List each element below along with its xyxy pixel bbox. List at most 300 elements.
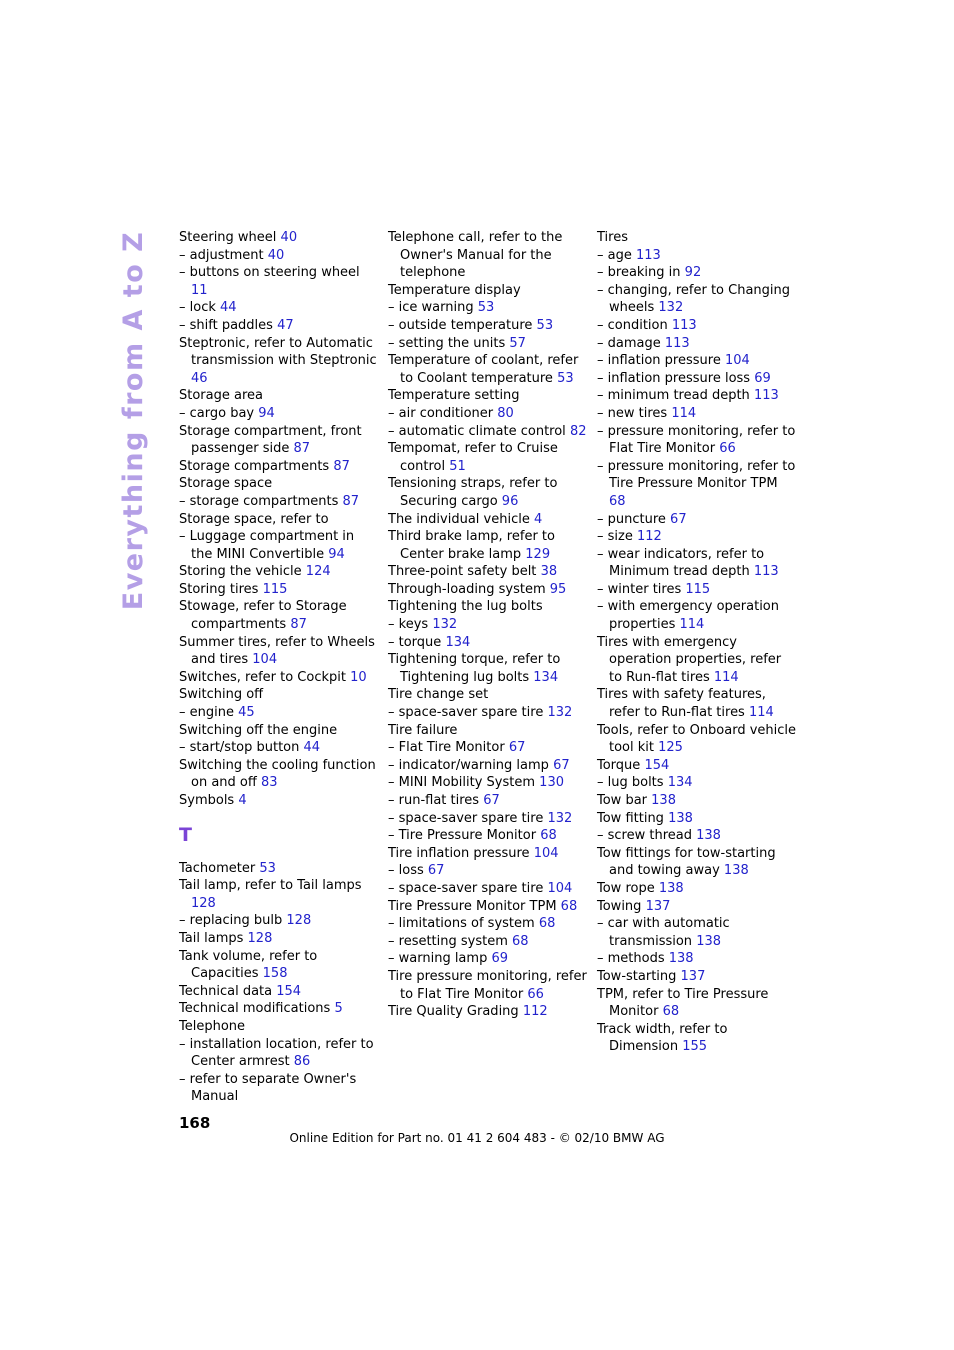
page-link[interactable]: 68: [609, 493, 626, 509]
index-term: – limitations of system: [388, 916, 535, 932]
index-term: Track width, refer to Dimension: [597, 1021, 728, 1055]
index-entry: [179, 405, 379, 423]
index-entry: [179, 387, 379, 405]
index-entry: [597, 810, 797, 828]
index-entry: [179, 581, 379, 599]
page-link[interactable]: 44: [303, 740, 321, 756]
index-term: Tires: [597, 230, 628, 245]
index-term: – warning lamp: [388, 951, 488, 967]
page-link[interactable]: 67: [670, 511, 687, 527]
page-link[interactable]: 46: [191, 370, 208, 386]
index-term: – Luggage compartment in the MINI Convertible: [179, 529, 355, 562]
index-entry: [179, 1036, 379, 1071]
page-link[interactable]: 67: [553, 757, 570, 773]
index-entry: [388, 704, 588, 722]
index-term: – lug bolts: [597, 775, 664, 791]
page-link[interactable]: 51: [449, 458, 466, 474]
page-link[interactable]: 87: [342, 493, 360, 509]
index-entry: [388, 528, 588, 563]
page-link[interactable]: 138: [668, 951, 694, 967]
index-entry: [179, 1018, 379, 1036]
index-entry: [179, 493, 379, 511]
index-entry: [388, 317, 588, 335]
page-link[interactable]: 87: [290, 617, 307, 633]
index-entry: [388, 282, 588, 300]
page-link[interactable]: 132: [658, 300, 684, 316]
index-term: Tire change set: [388, 687, 489, 703]
page-link[interactable]: 53: [259, 860, 276, 876]
index-term: Tire pressure monitoring, refer to Flat Tire Monitor: [388, 968, 587, 1002]
page-link[interactable]: 114: [679, 617, 705, 633]
page-link[interactable]: 112: [522, 1004, 548, 1020]
index-term: – wear indicators, refer to Minimum tread depth: [597, 546, 765, 580]
index-entry: [179, 860, 379, 878]
index-term: – torque: [388, 634, 442, 650]
index-entry: [388, 862, 588, 880]
index-term: – engine: [179, 705, 234, 721]
index-entry: [597, 986, 797, 1021]
index-entry: [597, 950, 797, 968]
page-link[interactable]: 114: [748, 705, 774, 721]
index-term: Through-loading system: [388, 581, 546, 597]
index-term: – inflation pressure loss: [597, 370, 751, 386]
index-entry: [597, 598, 797, 633]
index-entry: [179, 948, 379, 983]
index-term: Technical data: [179, 983, 273, 999]
page-link[interactable]: 124: [305, 564, 331, 580]
index-entry: [597, 423, 797, 458]
index-term: – loss: [388, 863, 424, 879]
page-link[interactable]: 68: [540, 828, 557, 844]
index-entry: [388, 845, 588, 863]
index-entry: [179, 458, 379, 476]
index-term: – adjustment: [179, 247, 264, 263]
index-entry: [597, 915, 797, 950]
page-link[interactable]: 80: [497, 405, 514, 421]
index-term: Tensioning straps, refer to Securing cargo: [388, 476, 558, 509]
index-entry: [179, 757, 379, 792]
index-entry: [388, 563, 588, 581]
page-link[interactable]: 138: [723, 863, 749, 879]
index-term: – changing, refer to Changing wheels: [597, 282, 791, 316]
index-term: – resetting system: [388, 933, 508, 949]
index-entry: [388, 757, 588, 775]
index-entry: [388, 634, 588, 652]
index-term: Storage area: [179, 388, 263, 404]
page-link[interactable]: 68: [560, 898, 578, 914]
index-entry: [597, 528, 797, 546]
index-term: Tools, refer to Onboard vehicle tool kit: [597, 722, 797, 756]
index-entry: [388, 1003, 588, 1021]
page-link[interactable]: 128: [247, 930, 273, 946]
page-link[interactable]: 68: [512, 933, 529, 949]
index-term: – lock: [179, 300, 216, 316]
page-link[interactable]: 113: [636, 247, 661, 263]
index-entry: [597, 581, 797, 599]
index-column-1: [179, 229, 379, 1106]
index-entry: [179, 877, 379, 912]
index-entry: [597, 335, 797, 353]
index-term: Storage space, refer to: [179, 511, 329, 527]
index-term: Torque: [597, 757, 641, 773]
index-term: Tires with safety features, refer to Run-flat tires: [597, 687, 766, 721]
index-entry: [179, 317, 379, 335]
index-entry: [597, 458, 797, 511]
page-link[interactable]: 38: [540, 564, 558, 580]
page-link[interactable]: 113: [753, 564, 779, 580]
index-term: Tightening the lug bolts: [388, 599, 543, 615]
index-term: Tire Quality Grading: [388, 1004, 519, 1020]
page-link[interactable]: 134: [533, 669, 559, 685]
index-term: Switching off: [179, 687, 264, 703]
index-term: – shift paddles: [179, 317, 273, 333]
index-term: Summer tires, refer to Wheels and tires: [179, 634, 375, 668]
page-link[interactable]: 4: [238, 793, 247, 808]
index-entry: [179, 528, 379, 563]
page-link[interactable]: 104: [252, 652, 278, 668]
page-link[interactable]: 69: [491, 951, 509, 967]
sidebar-section-title: [108, 232, 160, 608]
index-entry: [179, 912, 379, 930]
page-link[interactable]: 92: [684, 265, 702, 281]
index-entry: [388, 792, 588, 810]
page-link[interactable]: 154: [644, 757, 670, 773]
index-term: – start/stop button: [179, 740, 300, 756]
index-entry: [179, 1071, 379, 1106]
sidebar-title-text: Everything from A to Z: [118, 230, 150, 610]
index-term: – setting the units: [388, 335, 506, 351]
index-term: – age: [597, 247, 632, 263]
page-link[interactable]: 67: [508, 740, 526, 756]
index-term: Tow fittings for tow-starting and towing away: [597, 845, 776, 879]
index-term: – pressure monitoring, refer to Flat Tire Monitor: [597, 423, 796, 457]
index-term: Storage compartment, front passenger side: [179, 423, 362, 457]
index-term: Tank volume, refer to Capacities: [179, 948, 318, 982]
index-entry: [179, 704, 379, 722]
index-entry: [388, 299, 588, 317]
index-term: – screw thread: [597, 828, 692, 844]
index-term: Tire inflation pressure: [388, 845, 530, 861]
index-term: Telephone call, refer to the Owner's Manual for the telephone: [388, 230, 563, 281]
index-term: – size: [597, 529, 633, 545]
index-entry: [597, 686, 797, 721]
page-link[interactable]: 115: [262, 581, 288, 597]
index-entry: [388, 387, 588, 405]
page-link[interactable]: 132: [432, 617, 458, 633]
index-term: – space-saver spare tire: [388, 705, 544, 721]
page-link[interactable]: 138: [696, 828, 721, 844]
index-term: – outside temperature: [388, 317, 533, 333]
page-link[interactable]: 155: [682, 1039, 708, 1055]
index-term: Symbols: [179, 793, 235, 808]
index-term: – new tires: [597, 405, 668, 421]
index-term: Tightening torque, refer to Tightening lug bolts: [388, 652, 561, 685]
index-term: – ice warning: [388, 300, 474, 316]
index-letter-heading: T: [179, 823, 192, 846]
page-link[interactable]: 40: [267, 247, 285, 263]
index-entry: [597, 880, 797, 898]
index-term: Tail lamps: [179, 930, 244, 946]
index-term: – indicator/warning lamp: [388, 757, 549, 773]
index-term: – damage: [597, 335, 661, 351]
index-entry: [388, 440, 588, 475]
index-entry: [597, 774, 797, 792]
index-entry: [597, 546, 797, 581]
index-entry: [388, 915, 588, 933]
index-term: – winter tires: [597, 581, 682, 597]
index-entry: [179, 475, 379, 493]
index-entry: [388, 616, 588, 634]
index-term: Tow-starting: [597, 968, 677, 984]
index-entry: [388, 423, 588, 441]
page-link[interactable]: 138: [651, 793, 676, 808]
index-entry: [597, 352, 797, 370]
index-term: – installation location, refer to Center armrest: [179, 1036, 374, 1070]
page-link[interactable]: 114: [671, 405, 697, 421]
index-entry: [179, 930, 379, 948]
index-entry: [388, 739, 588, 757]
index-entry: [179, 247, 379, 265]
index-term: – buttons on steering wheel: [179, 265, 360, 281]
index-term: Tow rope: [597, 880, 655, 896]
page-link[interactable]: 128: [286, 913, 312, 929]
index-term: Towing: [597, 898, 642, 914]
index-entry: [388, 880, 588, 898]
page-link[interactable]: 137: [680, 968, 706, 984]
index-entry: [388, 810, 588, 828]
index-term: – inflation pressure: [597, 353, 721, 369]
page-link[interactable]: 138: [696, 933, 722, 949]
page-link[interactable]: 5: [334, 1001, 343, 1017]
index-entry: [179, 229, 379, 247]
page-link[interactable]: 83: [260, 775, 278, 791]
index-term: Tachometer: [179, 860, 256, 876]
index-entry: [597, 827, 797, 845]
page-link[interactable]: 40: [280, 230, 298, 245]
index-term: – keys: [388, 617, 429, 633]
index-entry: [388, 335, 588, 353]
index-term: – run-flat tires: [388, 793, 480, 808]
page-link[interactable]: 66: [719, 441, 736, 457]
index-entry: [597, 282, 797, 317]
index-entry: [388, 405, 588, 423]
index-entry: [179, 686, 379, 704]
index-entry: [179, 792, 379, 810]
page-link[interactable]: 44: [220, 300, 237, 316]
index-entry: [388, 598, 588, 616]
page-link[interactable]: 66: [527, 986, 544, 1002]
index-term: – air conditioner: [388, 405, 494, 421]
index-term: – with emergency operation properties: [597, 599, 779, 633]
index-entry: [179, 983, 379, 1001]
page-link[interactable]: 129: [525, 546, 551, 562]
index-term: – methods: [597, 951, 665, 967]
index-entry: [388, 898, 588, 916]
index-entry: [388, 511, 588, 529]
page-link[interactable]: 96: [501, 493, 519, 509]
page-link[interactable]: 94: [328, 546, 345, 562]
index-entry: [388, 581, 588, 599]
page-link[interactable]: 113: [671, 317, 697, 333]
index-term: Tire Pressure Monitor TPM: [388, 898, 557, 914]
index-term: The individual vehicle: [388, 511, 530, 527]
index-term: – MINI Mobility System: [388, 775, 536, 791]
page-link[interactable]: 134: [667, 775, 693, 791]
page-link[interactable]: 57: [509, 335, 526, 351]
index-entry: [388, 933, 588, 951]
index-entry: [597, 722, 797, 757]
index-entry: [597, 317, 797, 335]
page-link[interactable]: 53: [536, 317, 554, 333]
page-link[interactable]: 10: [350, 669, 367, 685]
index-term: Tow bar: [597, 793, 648, 808]
index-entry: [597, 968, 797, 986]
index-term: Switching the cooling function on and off: [179, 757, 376, 791]
page-link[interactable]: 114: [713, 669, 739, 685]
index-term: Storing tires: [179, 581, 259, 597]
index-term: Technical modifications: [179, 1001, 331, 1017]
page-link[interactable]: 67: [427, 863, 445, 879]
index-column-2: [388, 229, 588, 1021]
index-entry: [388, 774, 588, 792]
index-entry: [597, 634, 797, 687]
page-link[interactable]: 158: [262, 966, 288, 982]
index-term: Steering wheel: [179, 230, 277, 245]
index-term: Three-point safety belt: [388, 564, 537, 580]
index-entry: [388, 827, 588, 845]
page-link[interactable]: 68: [538, 916, 556, 932]
page-link[interactable]: 130: [539, 775, 564, 791]
index-term: Tempomat, refer to Cruise control: [388, 441, 558, 474]
index-entry: [597, 370, 797, 388]
page-link[interactable]: 68: [662, 1004, 680, 1020]
index-term: Telephone: [179, 1018, 246, 1034]
page-link[interactable]: 154: [276, 983, 302, 999]
index-term: Tire failure: [388, 722, 458, 738]
index-term: Temperature of coolant, refer to Coolant temperature: [388, 353, 579, 386]
index-column-3: [597, 229, 797, 1056]
page-link[interactable]: 138: [658, 880, 684, 896]
index-entry: [179, 563, 379, 581]
index-term: Stowage, refer to Storage compartments: [179, 599, 347, 633]
page-link[interactable]: 53: [557, 370, 574, 386]
index-term: Temperature setting: [388, 388, 520, 404]
page-link[interactable]: 134: [445, 634, 471, 650]
index-term: Storing the vehicle: [179, 564, 302, 580]
page-link[interactable]: 45: [238, 705, 255, 721]
page-link[interactable]: 4: [533, 511, 543, 527]
index-entry: [388, 722, 588, 740]
index-entry: [179, 739, 379, 757]
index-term: Tow fitting: [597, 810, 664, 826]
index-term: Tail lamp, refer to Tail lamps: [179, 878, 362, 894]
index-entry: [388, 968, 588, 1003]
index-entry: [388, 651, 588, 686]
index-entry: [179, 335, 379, 388]
index-term: TPM, refer to Tire Pressure Monitor: [597, 986, 769, 1020]
page-link[interactable]: 86: [293, 1054, 311, 1070]
index-entry: [179, 722, 379, 740]
page-number: 168: [179, 1114, 211, 1132]
page-link[interactable]: 132: [547, 810, 573, 826]
page-link[interactable]: 87: [333, 458, 350, 474]
index-entry: [179, 511, 379, 529]
page-link[interactable]: 113: [753, 388, 779, 404]
index-term: – space-saver spare tire: [388, 880, 544, 896]
index-term: Tires with emergency operation properties, refer to Run-flat tires: [597, 634, 782, 685]
index-entry: [597, 898, 797, 916]
index-entry: [179, 264, 379, 299]
index-entry: [597, 845, 797, 880]
index-entry: [597, 792, 797, 810]
index-term: Storage space: [179, 476, 273, 492]
index-entry: [597, 1021, 797, 1056]
index-term: Switching off the engine: [179, 722, 338, 738]
index-entry: [597, 511, 797, 529]
page-link[interactable]: 115: [685, 581, 711, 597]
index-term: – pressure monitoring, refer to Tire Pressure Monitor TPM: [597, 458, 796, 492]
index-entry: [388, 352, 588, 387]
index-term: – breaking in: [597, 265, 681, 281]
index-term: – minimum tread depth: [597, 388, 750, 404]
page-link[interactable]: 112: [636, 529, 662, 545]
page-link[interactable]: 47: [277, 317, 294, 333]
index-term: Temperature display: [388, 282, 521, 298]
page-link[interactable]: 82: [569, 423, 587, 439]
index-entry: [597, 264, 797, 282]
page-link[interactable]: 69: [754, 370, 771, 386]
index-term: – Flat Tire Monitor: [388, 740, 505, 756]
index-entry: [388, 950, 588, 968]
index-term: – Tire Pressure Monitor: [388, 828, 537, 844]
page-link[interactable]: 104: [547, 880, 573, 896]
index-term: Third brake lamp, refer to Center brake lamp: [388, 529, 555, 562]
page-link[interactable]: 125: [658, 740, 683, 756]
page-link[interactable]: 53: [477, 300, 495, 316]
index-term: Storage compartments: [179, 458, 330, 474]
index-term: Steptronic, refer to Automatic transmission with Steptronic: [179, 335, 377, 369]
index-entry: [179, 423, 379, 458]
page-link[interactable]: 132: [547, 705, 573, 721]
index-entry: [597, 229, 797, 247]
index-term: – cargo bay: [179, 405, 255, 421]
index-entry: [388, 686, 588, 704]
page-link[interactable]: 104: [724, 353, 750, 369]
index-term: – replacing bulb: [179, 913, 283, 929]
index-entry: [597, 757, 797, 775]
page-link[interactable]: 11: [191, 282, 208, 298]
page-link[interactable]: 138: [668, 810, 693, 826]
index-term: – car with automatic transmission: [597, 916, 730, 949]
page-link[interactable]: 128: [191, 895, 216, 911]
page-link[interactable]: 94: [258, 405, 275, 421]
index-term: – puncture: [597, 511, 666, 527]
page-link[interactable]: 137: [645, 898, 671, 914]
index-term: – refer to separate Owner's Manual: [179, 1071, 357, 1105]
page-link[interactable]: 67: [483, 793, 500, 808]
page-link[interactable]: 95: [549, 581, 567, 597]
page-link[interactable]: 87: [293, 441, 311, 457]
page-link[interactable]: 104: [533, 845, 559, 861]
page-link[interactable]: 113: [664, 335, 690, 351]
footer-text: Online Edition for Part no. 01 41 2 604 483 - © 02/10 BMW AG: [289, 1131, 665, 1145]
index-term: – condition: [597, 317, 668, 333]
index-entry: [179, 598, 379, 633]
index-entry: [179, 299, 379, 317]
index-entry: [388, 475, 588, 510]
index-entry: [179, 1000, 379, 1018]
index-term: – space-saver spare tire: [388, 810, 544, 826]
